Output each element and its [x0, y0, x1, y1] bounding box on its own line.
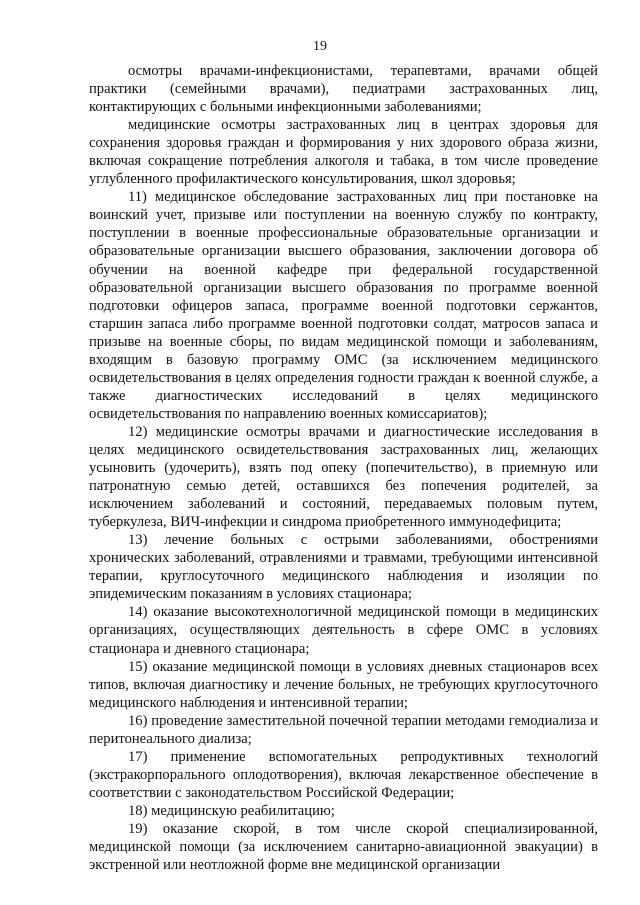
paragraph-item-11: 11) медицинское обследование застрахованных лиц при постановке на воинский учет, призыве или поступлении на военную службу по контракту, поступлении в военные профессиональные образовательные организации и образовательные организации высшего образования, заключении договора об обучении на военной кафедре при федеральной государственной образовательной организации высшего образования по программе военной подготовки офицеров запаса, программе военной подготовки сержантов, старшин запаса либо программе военной подготовки солдат, матросов запаса и призыве на военные сборы, по видам медицинской помощи и заболеваниям, входящим в базовую программу ОМС (за исключением медицинского освидетельствования в целях определения годности граждан к военной службе, а также диагностических исследований в целях медицинского освидетельствования по направлению военных комиссариатов);	[89, 189, 598, 422]
paragraph-item-16: 16) проведение заместительной почечной терапии методами гемодиализа и перитонеального диализа;	[89, 712, 598, 747]
page-number: 19	[313, 39, 327, 54]
document-body	[89, 62, 598, 874]
paragraph-item-17: 17) применение вспомогательных репродуктивных технологий (экстракорпорального оплодотворения), включая лекарственное обеспечение в соответствии с законодательством Российской Федерации;	[89, 748, 598, 801]
paragraph-health-centers: медицинские осмотры застрахованных лиц в центрах здоровья для сохранения здоровья граждан и формирования у них здорового образа жизни, включая сокращение потребления алкоголя и табака, в том числе проведение углубленного профилактического консультирования, школ здоровья;	[89, 117, 598, 188]
paragraph-item-18: 18) медицинскую реабилитацию;	[128, 802, 335, 819]
paragraph-item-13: 13) лечение больных с острыми заболеваниями, обострениями хронических заболеваний, отравлениями и травмами, требующими интенсивной терапии, круглосуточного медицинского наблюдения и изоляции по эпидемическим показаниям в условиях стационара;	[89, 532, 598, 603]
paragraph-item-12: 12) медицинские осмотры врачами и диагностические исследования в целях медицинского освидетельствования застрахованных лиц, желающих усыновить (удочерить), взять под опеку (попечительство), в приемную или патронатную семью детей, оставшихся без попечения родителей, за исключением заболеваний и состояний, передаваемых половым путем, туберкулеза, ВИЧ-инфекции и синдрома приобретенного иммунодефицита;	[89, 423, 598, 531]
paragraph-item-19: 19) оказание скорой, в том числе скорой специализированной, медицинской помощи (за исключением санитарно-авиационной эвакуации) в экстренной или неотложной форме вне медицинской организации	[89, 820, 598, 874]
paragraph-item-15: 15) оказание медицинской помощи в условиях дневных стационаров всех типов, включая диагностику и лечение больных, не требующих круглосуточного медицинского наблюдения и интенсивной терапии;	[89, 658, 598, 711]
paragraph-item-14: 14) оказание высокотехнологичной медицинской помощи в медицинских организациях, осуществляющих деятельность в сфере ОМС в условиях стационара и дневного стационара;	[89, 604, 598, 657]
paragraph-infection-checkups: осмотры врачами-инфекционистами, терапевтами, врачами общей практики (семейными врачами), педиатрами застрахованных лиц, контактирующих с больными инфекционными заболеваниями;	[89, 63, 598, 116]
